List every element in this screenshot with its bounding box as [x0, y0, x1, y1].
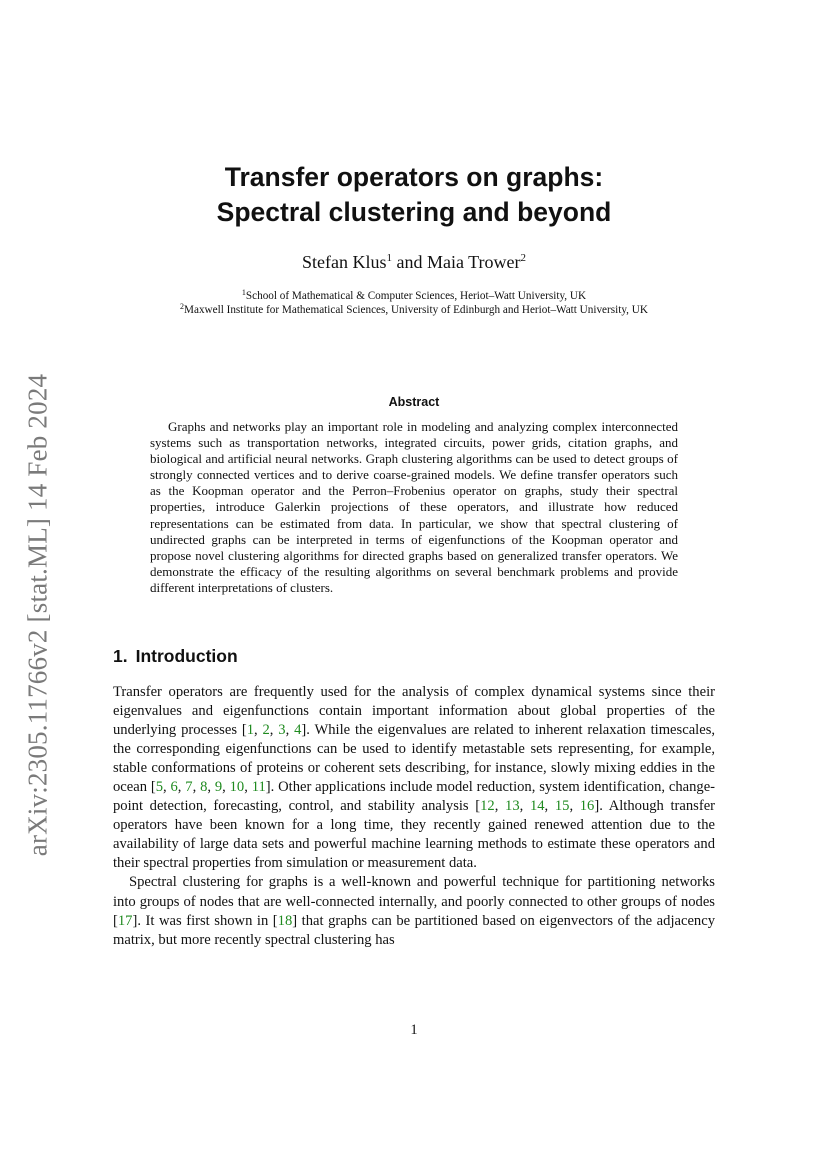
citation-link[interactable]: 9	[214, 779, 223, 796]
arxiv-stamp-text: arXiv:2305.11766v2 [stat.ML] 14 Feb 2024	[22, 373, 53, 857]
citation-link[interactable]: 16	[579, 798, 595, 815]
abstract-heading: Abstract	[388, 395, 440, 409]
citation-link[interactable]: 14	[529, 798, 545, 815]
paper-title-line-2: Spectral clustering and beyond	[216, 197, 612, 227]
paragraph-text: ]. It was first shown in [	[132, 912, 278, 929]
affiliation-mark: 1	[241, 288, 246, 297]
author-conjunction: and	[392, 252, 427, 272]
page-number: 1	[410, 1022, 418, 1038]
paper-title-line-1: Transfer operators on graphs:	[224, 162, 604, 192]
citation-link[interactable]: 1	[246, 722, 254, 739]
paragraph-text: ]. While the eigenvalues are related to inherent relaxation timescales, the corresponding eigenfunctions can be used to identify metastable sets representing, for example, stable conformations of proteins or coherent sets describing, for instance, slowly mixing eddies in the ocean [	[113, 722, 716, 796]
arxiv-identifier-stamp	[18, 360, 58, 870]
citation-link[interactable]: 12	[480, 798, 495, 815]
paragraph-text: ]. Although transfer operators have been known for a long time, they recently gained renewed attention due to the availability of large data sets and powerful machine learning methods to estimate these operators and their spectral properties from simulation or measurement data.	[113, 798, 716, 872]
paragraph-text: ]. Other applications include model reduction, system identification, change-point detection, forecasting, control, and stability analysis [	[113, 779, 716, 815]
citation-link[interactable]: 11	[251, 779, 266, 796]
citation-link[interactable]: 3	[278, 722, 286, 739]
affiliation-mark: 1	[386, 252, 392, 264]
paragraph-text: Spectral clustering for graphs is a well-known and powerful technique for partitioning networks into groups of nodes that are well-connected internally, and poorly connected to other groups of nodes [	[113, 874, 715, 929]
citation-link[interactable]: 8	[200, 779, 208, 796]
body-paragraph	[113, 873, 715, 949]
citation-link[interactable]: 2	[262, 722, 270, 739]
affiliation	[0, 288, 828, 302]
affiliation-text: Maxwell Institute for Mathematical Sciences, University of Edinburgh and Heriot–Watt University, UK	[184, 304, 648, 316]
affiliation-text: School of Mathematical & Computer Sciences, Heriot–Watt University, UK	[245, 290, 587, 302]
citation-link[interactable]: 18	[277, 912, 293, 929]
paragraph-text: Transfer operators are frequently used for the analysis of complex dynamical systems since their eigenvalues and eigenfunctions contain important information about global properties of the underlying processes [	[113, 684, 715, 739]
body-paragraph: Transfer operators are frequently used for the analysis of complex dynamical systems since their eigenvalues and eigenfunctions contain important information about global properties of the underlying processes [1, 2, 3, 4]. While the eigenvalues are related to inherent relaxation timescales, the corresponding eigenfunctions can be used to identify metastable sets representing, for example, stable conformations of proteins or coherent sets describing, for instance, slowly mixing eddies in the ocean [5, 6, 7, 8, 9, 10, 11]. Other applications include model reduction, system identification, change-point detection, forecasting, control, and stability analysis [12, 13, 14, 15, 16]. Although transfer operators have been known for a long time, they recently gained renewed attention due to the availability of large data sets and powerful machine learning methods to estimate these operators and their spectral properties from simulation or measurement data.	[113, 684, 716, 872]
author-name: Maia Trower	[427, 252, 521, 272]
paragraph-text: ] that graphs can be partitioned based on eigenvectors of the adjacency matrix, but more recently spectral clustering has	[113, 912, 715, 948]
citation-link[interactable]: 13	[505, 798, 520, 815]
citation-link[interactable]: 4	[294, 722, 302, 739]
introduction-body	[113, 683, 715, 950]
section-number: 1.	[113, 646, 128, 666]
abstract-paragraph: Graphs and networks play an important role in modeling and analyzing complex interconnected systems such as transportation networks, integrated circuits, power grids, citation graphs, and biological and artificial neural networks. Graph clustering algorithms can be used to detect groups of strongly connected vertices and to derive coarse-grained models. We define transfer operators such as the Koopman operator and the Perron–Frobenius operator on graphs, study their spectral properties, introduce Galerkin projections of these operators, and illustrate how reduced representations can be estimated from data. In particular, we show that spectral clustering of undirected graphs can be interpreted in terms of eigenfunctions of the Koopman operator and propose novel clustering algorithms for directed graphs based on generalized transfer operators. We demonstrate the efficacy of the resulting algorithms on several benchmark problems and provide different interpretations of clusters.	[150, 419, 678, 595]
abstract-body	[150, 419, 678, 596]
affiliation-mark: 2	[180, 302, 185, 311]
author-list	[0, 252, 828, 273]
affiliation-mark: 2	[520, 252, 526, 264]
citation-link[interactable]: 15	[554, 798, 570, 815]
citation-link[interactable]: 5	[155, 779, 164, 796]
citation-link[interactable]: 10	[229, 779, 245, 796]
section-heading	[113, 646, 238, 667]
affiliation	[0, 302, 828, 316]
citation-link[interactable]: 17	[117, 912, 133, 929]
citation-link[interactable]: 6	[170, 779, 178, 796]
section-title: Introduction	[135, 646, 238, 666]
author-name: Stefan Klus	[302, 252, 387, 272]
citation-link[interactable]: 7	[185, 779, 193, 796]
